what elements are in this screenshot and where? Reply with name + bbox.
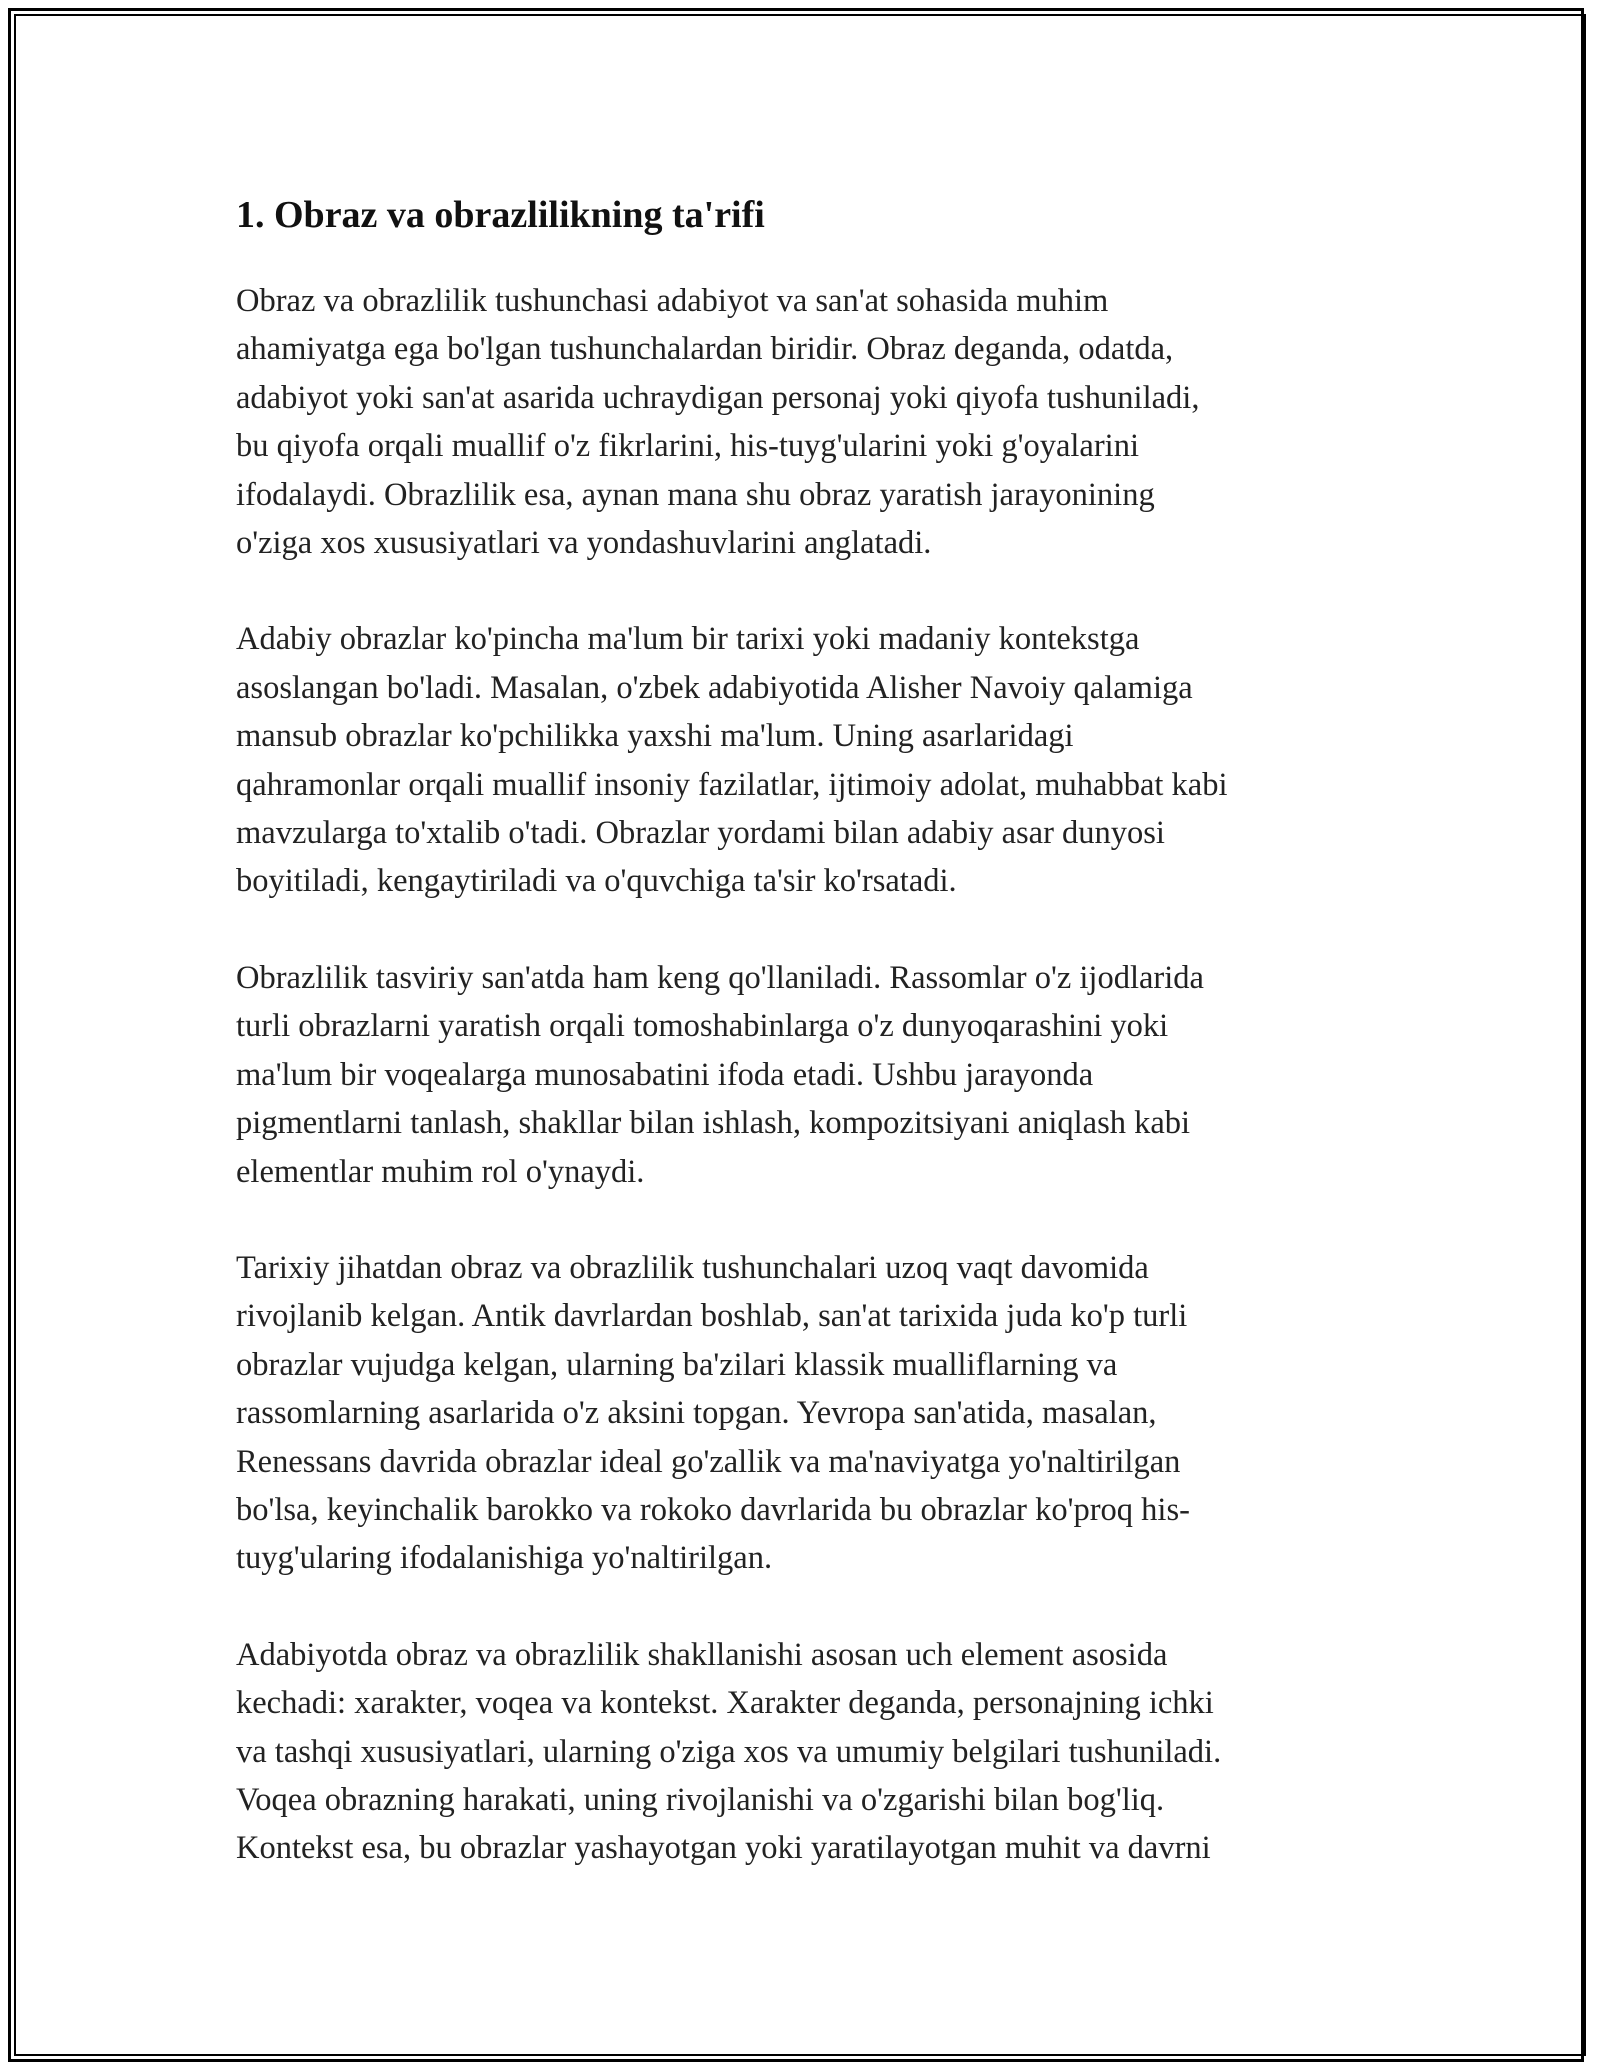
section-heading: 1. Obraz va obrazlilikning ta'rifi [236,194,765,236]
paragraph-history: Tarixiy jihatdan obraz va obrazlilik tushunchalari uzoq vaqt davomida rivojlanib kelgan. Antik davrlardan boshlab, san'at tarixida juda ko'p turli obrazlar vujudga kelgan, ularning ba'zilari klassik mualliflarning va rassomlarning asarlarida o'z aksini topgan. Yevropa san'atida, masalan, Renessans davrida obrazlar ideal go'zallik va ma'naviyatga yo'naltirilgan bo'lsa, keyinchalik barokko va rokoko davrlarida bu obrazlar ko'proq his- tuyg'ularing ifodalanishiga yo'naltirilgan. [236,1249,1190,1577]
paragraph-literary-images: Adabiy obrazlar ko'pincha ma'lum bir tarixi yoki madaniy kontekstga asoslangan bo'ladi. Masalan, o'zbek adabiyotida Alisher Navoiy qalamiga mansub obrazlar ko'pchilikka yaxshi ma'lum. Uning asarlaridagi qahramonlar orqali muallif insoniy fazilatlar, ijtimoiy adolat, muhabbat kabi mavzularga to'xtalib o'tadi. Obrazlar yordami bilan adabiy asar dunyosi boyitiladi, kengaytiriladi va o'quvchiga ta'sir ko'rsatadi. [236,621,1228,900]
paragraph-definition: Obraz va obrazlilik tushunchasi adabiyot va san'at sohasida muhim ahamiyatga ega bo'lgan tushunchalardan biridir. Obraz deganda, odatda, adabiyot yoki san'at asarida uchraydigan personaj yoki qiyofa tushuniladi, bu qiyofa orqali muallif o'z fikrlarini, his-tuyg'ularini yoki g'oyalarini ifodalaydi. Obrazlilik esa, aynan mana shu obraz yaratish jarayonining o'ziga xos xususiyatlari va yondashuvlarini anglatadi. [236,283,1200,562]
paragraph-elements: Adabiyotda obraz va obrazlilik shakllanishi asosan uch element asosida kechadi: xarakter, voqea va kontekst. Xarakter deganda, personajning ichki va tashqi xususiyatlari, ularning o'ziga xos va umumiy belgilari tushuniladi. Voqea obrazning harakati, uning rivojlanishi va o'zgarishi bilan bog'liq. Kontekst esa, bu obrazlar yashayotgan yoki yaratilayotgan muhit va davrni [236,1636,1222,1867]
paragraph-visual-art: Obrazlilik tasviriy san'atda ham keng qo'llaniladi. Rassomlar o'z ijodlarida turli obrazlarni yaratish orqali tomoshabinlarga o'z dunyoqarashini yoki ma'lum bir voqealarga munosabatini ifoda etadi. Ushbu jarayonda pigmentlarni tanlash, shakllar bilan ishlash, kompozitsiyani aniqlash kabi elementlar muhim rol o'ynaydi. [236,959,1204,1190]
document-body [236,185,1386,1921]
